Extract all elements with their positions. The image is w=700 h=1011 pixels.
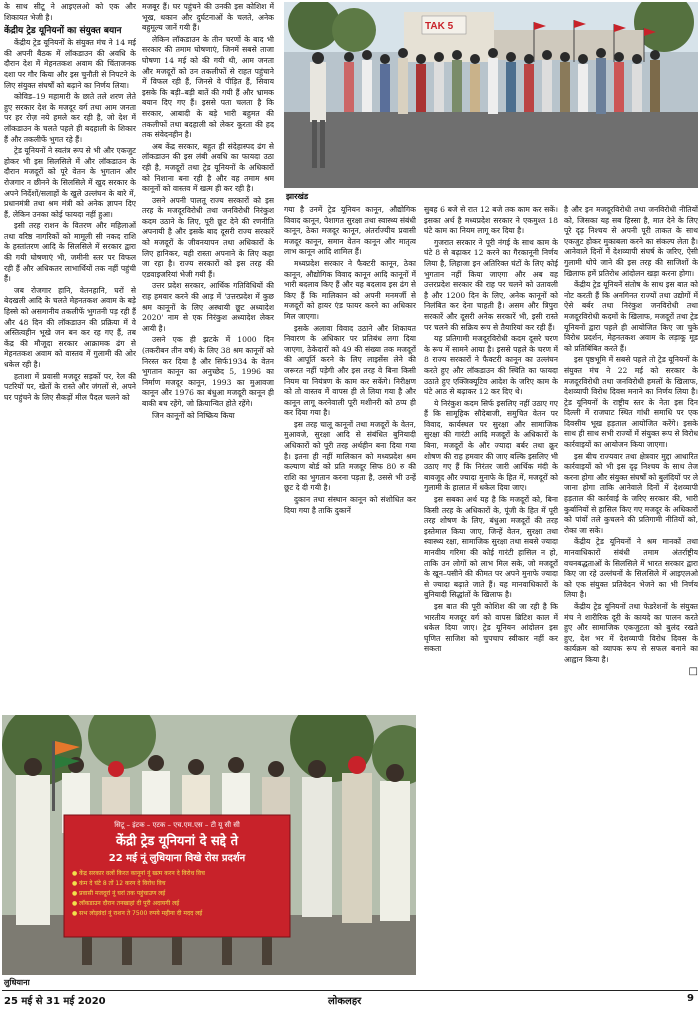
paragraph: यह प्रतिगामी मजदूरविरोधी कदम दूसरे चरण के रूप में सामने आया है। इससे पहले के चरण में 8 राज्य सरकारों ने फैक्टरी कानून का उल्लंघन करते हुए और लॉकडाउन की स्थिति का फायदा उठाते हुए एक्जिक्यूटिव आदेश के जरिए काम के घंटे आठ से बढ़ाकर 12 कर दिए थे।: [424, 334, 558, 397]
paragraph: ट्रेड यूनियनों ने स्वतंत्र रूप से भी और एकजुट होकर भी इस सिलसिले में और लॉकडाउन के दौरान मजदूरों को पूरे वेतन के भुगतान और रोजगार न छीनने के सिलसिले में खुद सरकार के अपने निर्देशों/सलाहों के खुले उल्लंघन के बारे में, प्रधानमंत्री तथा श्रम मंत्री को अनेक ज्ञापन दिए हैं, लेकिन उनका कोई फायदा नहीं हुआ।: [4, 146, 136, 219]
paragraph: जिन कानूनों को निष्क्रिय किया: [152, 410, 235, 420]
paragraph: केंद्रीय ट्रेड यूनियनों तथा फेडरेशनों के संयुक्त मंच ने शारीरिक दूरी के कायदे का पालन करते हुए और सामाजिक एकजुटता को बुलंद रखते हुए, देश भर में देशव्यापी विरोध दिवस के कार्यक्रम को व्यापक रूप से सफल बनाने का आह्वान किया है।: [564, 601, 698, 664]
paragraph: इस पृष्ठभूमि में सबसे पहले तो ट्रेड यूनियनों के संयुक्त मंच ने 22 मई को सरकार के मजदूरविरोधी तथा जनविरोधी हमलों के खिलाफ, देशव्यापी विरोध दिवस मनाने का निर्णय लिया है। ट्रेड यूनियनों के राष्ट्रीय स्तर के नेता इस दिन दिल्ली में राजघाट स्थित गांधी समाधि पर एक दिवसीय भूख हड़ताल आयोजित करेंगे। इसके साथ ही साथ सभी राज्यों में संयुक्त रूप से विरोध कार्रवाइयों का आयोजन किया जाएगा।: [564, 355, 698, 450]
paragraph: मध्यप्रदेश सरकार ने फैक्टरी कानून, ठेका कानून, औद्योगिक विवाद कानून आदि कानूनों में भारी बदलाव किए हैं और यह बदलाव इस ढंग से किए हैं कि मालिकान को अपनी मनमर्जी से मजदूरों को हायर एंड फायर करने का अधिकार मिल जाएगा।: [284, 258, 416, 321]
paragraph: उसने एक ही झटके में 1000 दिन (तकरीबन तीन वर्ष) के लिए 38 श्रम कानूनों को निरस्त कर दिया है और सिर्फ1934 के वेतन भुगतान कानून का अनुच्छेद 5, 1996 का निर्माण मजदूर कानून, 1993 का मुआवजा कानून और 1976 का बंधुआ मजदूरी कानून ही बाकी बच रहेंगे, जो क्रियान्वित होते रहेंगे।: [142, 335, 274, 408]
banner-subheadline: 22 मई नूं लुधियाना विखे रोस प्रदर्शन: [108, 853, 246, 864]
column-1-lead: के साथ सीटू ने आइएलओ को एक और शिकायत भेजी है।: [4, 2, 136, 22]
end-mark: □: [688, 665, 698, 677]
paragraph: गुजरात सरकार ने पूरी नंगई के साथ काम के घंटे 8 से बढ़ाकर 12 करने का गैरकानूनी निर्णय लिया है, लिहाजा इन अतिरिक्त घंटों के लिए कोई भुगतान नहीं किया जाएगा और अब वह उत्तरप्रदेश सरकार की राह पर चलने को उतावली है और 1200 दिन के लिए, अनेक कानूनों को निलंबित कर देना चाहती है। असम और त्रिपुरा सरकारें और दूसरी अनेक सरकारें भी, इसी रास्ते पर चलने की सक्रिय रूप से तैयारियां कर रही हैं।: [424, 237, 558, 332]
shop-sign-text: TAK 5: [425, 21, 454, 32]
photo-caption-ludhiana: लुधियाना: [4, 978, 30, 987]
paragraph: इस सबका अर्थ यह है कि मजदूरों को, बिना किसी तरह के अधिकारों के, पूंजी के हित में पूरी तरह शोषण के लिए, बंधुआ मजदूरों की तरह इस्तेमाल किया जाए, जिन्हें वेतन, सुरक्षा तथा स्वास्थ्य रक्षा, सामाजिक सुरक्षा तथा सबसे ज्यादा मानवीय गरिमा की कोई गारंटी हासिल न हो, ताकि उन लोगों को लाभ मिल सके, जो मजदूरों के खून–पसीने की कीमत पर अपने मुनाफे ज्यादा से ज्यादा बढ़ाते जाते हैं। यह मानवाधिकारों के बुनियादी सिद्धांतों के खिलाफ है।: [424, 495, 558, 600]
paragraph: जब रोजगार हानि, वेतनहानि, घरों से बेदखली आदि के चलते मेहनतकश अवाम के बड़े हिस्से को असमानीय तकलीफें भुगतनी पड़ रही हैं और 48 दिन की लॉकडाउन की प्रक्रिया में वे अस्तित्वहीन भूखे जन बन कर रह गए हैं, तब केंद्र की मौजूदा सरकार आक्रामक ढंग से मेहनतकश अवाम को वास्तव में गुलामी की ओर धकेल रही है।: [4, 285, 136, 369]
banner-point: ● प्रवासी मजदूरां नूं घरां तक पहुंचाउण लई: [72, 890, 166, 897]
paragraph: इस बीच राज्यवार तथा क्षेत्रवार मुद्दा आधारित कार्रवाइयों को भी इस दृढ़ निश्चय के साथ तेज करना होगा और संयुक्त संघर्षों को बुलंदियों पर ले जाना होगा ताकि आनेवाले दिनों में देशव्यापी हड़ताल की कार्रवाई के जरिए सरकार की, भारी कुर्बानियों से हासिल किए गए मजदूर के अधिकारों को पांवों तले कुचलने की प्रतिगामी नीतियों को, रोका जा सके।: [564, 451, 698, 535]
publication-name: लोकलहर: [328, 996, 362, 1007]
column-3: [284, 205, 416, 712]
paragraph: है और इन मजदूरविरोधी तथा जनविरोधी नीतियों को, जिसका यह सब हिस्सा है, मात देने के लिए पूरे दृढ़ निश्चय से अपनी पूरी ताकत के साथ एकजुट होकर मुकाबला करने का संकल्प लेता है। आनेवाले दिनों में देशव्यापी संघर्ष के जरिए, ऐसी गुलामी थोपे जाने की इस तरह की साजिशों के खिलाफ हमें प्रतिरोध आंदोलन खड़ा करना होगा।: [564, 205, 698, 278]
banner-point: ● लॉकडाउन दौरान तनखाहां दी पूरी अदायगी लई: [72, 900, 180, 907]
banner-point: ● सभ लोड़वंदां नूं राशन ते 7500 रुपये महीना दी मदद लई: [72, 910, 203, 917]
banner-point: ● कंम दे घंटे 8 तों 12 करन दे विरोध विच: [72, 880, 166, 887]
footer-rule: [2, 990, 698, 991]
paragraph: इस तरह चालू कानूनों तथा मजदूरों के वेतन, मुआवजे, सुरक्षा आदि से संबंधित बुनियादी अधिकारों को पूरी तरह अर्थहीन बना दिया गया है। इतना ही नहीं मालिकान को मध्यप्रदेश श्रम कल्याण बोर्ड को प्रति मजदूर सिफ 80 रु की राशि का भुगतान करना पड़ता है, उससे भी उन्हें छूट दे दी गयी है।: [284, 419, 416, 493]
paragraph: इसी तरह राशन के वितरण और महिलाओं तथा वरिष्ठ नागरिकों को मामूली सी नकद राशि के हस्तांतरण आदि के सिलसिले में सरकार द्वारा की गयी घोषणाएं भी, जमीनी स्तर पर विफल रही हैं और अधिकतर लाभार्थियों तक नहीं पहुंची हैं।: [4, 221, 136, 284]
banner-headline: केंद्री ट्रेड यूनियनां दे सद्दे ते: [115, 834, 239, 849]
paragraph: मजबूर हैं। घर पहुंचने की उनकी इस कोशिश में भूख, थकान और दुर्घटनाओं के चलते, अनेक बहुमूल्य जानें गयी हैं।: [142, 2, 274, 33]
paragraph: दुकान तथा संस्थान कानून को संशोधित कर दिया गया है ताकि दुकानें: [284, 495, 416, 515]
paragraph: हताशा में प्रवासी मजदूर सड़कों पर, रेल की पटरियों पर, खेतों के रास्ते और जंगलों से, अपने घर पहुंचने के लिए सैकड़ों मील पैदल चलने को: [4, 371, 136, 402]
page-number: 9: [687, 993, 694, 1004]
column-5: [564, 205, 698, 987]
article-heading: केंद्रीय ट्रेड यूनियनों का संयुक्त बयान: [4, 26, 122, 37]
banner-point: ● केंद्र सरकार वलों किरत कानूनां नूं खत्म करन दे विरोध विच: [72, 870, 205, 877]
paragraph: केंद्रीय ट्रेड यूनियनों ने श्रम मानकों तथा मानवाधिकारों संबंधी तमाम अंतर्राष्ट्रीय वचनबद्धताओं के सिलसिले में भारत सरकार द्वारा किए जा रहे उल्लंघनों के सिलसिले में आइएलओ को एक संयुक्त प्रतिवेदन भेजने का भी निर्णय लिया है।: [564, 537, 698, 600]
issue-date: 25 मई से 31 मई 2020: [4, 996, 106, 1007]
paragraph: केंद्रीय ट्रेड यूनियनों के संयुक्त मंच ने 14 मई की अपनी बैठक में लॉकडाउन की अवधि के दौरान देश में मेहनतकश अवाम की चिंताजनक दशा पर गौर किया और इस चुनौती से निपटने के लिए संयुक्त संघर्षों को बढ़ाने का निर्णय लिया।: [4, 38, 136, 90]
paragraph: सुबह 6 बजे से रात 12 बजे तक काम कर सकें। इसका अर्थ है मध्यप्रदेश सरकार ने एकमुश्त 18 घंटे काम का नियम लागू कर दिया है।: [424, 205, 558, 236]
banner-unions-line: सिटू – इंटक – एटक – एच.एम.एस – टी यू सी सी: [114, 821, 240, 829]
paragraph: उत्तर प्रदेश सरकार, आर्थिक गतिविधियों की राह हमवार करने की आड़ में 'उत्तरप्रदेश में कुछ श्रम कानूनों के लिए अस्थायी छूट अध्यादेश 2020' नाम से एक निरंकुश अध्यादेश लेकर आयी है।: [142, 281, 274, 333]
column-4: [424, 205, 558, 987]
paragraph: अब केंद्र सरकार, बहुत ही संदेहास्पद ढंग से लॉकडाउन की इस लंबी अवधि का फायदा उठा रही है, मजदूरों तथा ट्रेड यूनियनों के अधिकारों को निशाना बना रही है और वह तमाम श्रम कानूनों को वास्तव में खत्म ही कर रही है।: [142, 141, 274, 194]
paragraph: इस बात की पूरी कोशिश की जा रही है कि भारतीय मजदूर वर्ग को वापस ब्रिटिश काल में धकेल दिया जाए। ट्रेड यूनियन आंदोलन इस घृणित साजिश को चुपचाप स्वीकार नहीं कर सकता: [424, 601, 558, 654]
column-1: [4, 2, 136, 712]
photo-caption-jharkhand: झारखंड: [286, 192, 309, 201]
protest-photo-illustration: [2, 715, 416, 975]
column-2: [142, 2, 274, 712]
protest-photo-illustration: [284, 2, 698, 188]
paragraph: गया है उनमें ट्रेड यूनियन कानून, औद्योगिक विवाद कानून, पेशागत सुरक्षा तथा स्वास्थ्य संबंधी कानून, ठेका मजदूर कानून, अंतर्राज्यीय प्रवासी मजदूर कानून, समान वेतन कानून और मातृत्व लाभ कानून आदि शामिल हैं।: [284, 205, 416, 257]
paragraph: लेकिन लॉकडाउन के तीन चरणों के बाद भी सरकार की तमाम घोषणाएं, जिनमें सबसे ताजा घोषणा 14 मई को की गयी थी, आम जनता और मजदूरों को उन तकलीफों से राहत पहुंचाने में विफल रही हैं, जिनसे वे पीड़ित हैं, सिवाय इसके कि बड़ी–बड़ी बातें की गयी हैं और भ्रामक बयान दिए गए हैं। इससे पता चलता है कि सरकार, आबादी के बड़े भारी बहुमत की तकलीफों तथा बदहाली को लेकर कूरता की हद तक संवेदनहीन है।: [142, 34, 274, 140]
paragraph: केंद्रीय ट्रेड यूनियनें संतोष के साथ इस बात को नोट करती हैं कि अनगिनत राज्यों तथा उद्योगों में ऐसे बर्बर तथा निरंकुश जनविरोधी तथा मजदूरविरोधी कदमों के खिलाफ, मजदूरों तथा ट्रेड यूनियनों द्वारा पहले ही आयोजित किए जा चुके विरोध प्रदर्शन, मेहनतकश अवाम के लड़ाकू मूड को प्रतिबिंबित करते हैं।: [564, 280, 698, 353]
photo-ludhiana-protest: [2, 715, 416, 975]
paragraph: इसके अलावा विवाद उठाने और शिकायत निवारण के अधिकार पर प्रतिबंध लगा दिया जाएगा, ठेकेदारों को 49 की संख्या तक मजदूरों की आपूर्ति करने के लिए लाइसेंस लेने की जरूरत नहीं पड़ेगी और इस तरह वे बिना किसी नियम या नियंत्रण के काम कर सकेंगे। निरीक्षण को तो वास्तव में वापस ही ले लिया गया है और कानून लागू करनेवाली पूरी मशीनरी को ठप्प ही कर दिया गया है।: [284, 323, 416, 418]
paragraph: ये निरंकुश कदम सिर्फ इसलिए नहीं उठाए गए हैं कि सामूहिक सौदेबाजी, समुचित वेतन पर विवाद, कार्यस्थल पर सुरक्षा और सामाजिक सुरक्षा की गारंटी आदि मजदूरों के अधिकारों के बिना, मजदूरों के और ज्यादा बर्बर तथा क्रूर शोषण की राह हमवार की जाए बल्कि इसलिए भी उठाए गए हैं कि निरंतर जारी आर्थिक मंदी के बावजूद और ज्यादा मुनाफे के हित में, मजदूरों को गुलामी के हालात में धकेल दिया जाए।: [424, 398, 558, 493]
photo-jharkhand-protest: [284, 2, 698, 188]
paragraph: उसने अपनी पालतू राज्य सरकारों को इस तरह के मजदूरविरोधी तथा जनविरोधी निरंकुश कदम उठाने के लिए, पूरी छूट देने की रणनीति अपनायी है और इसके बाद दूसरी राज्य सरकारें को मजदूरों के जीवनयापन तथा अधिकारों के लिए हानिकर, यही रास्ता अपनाने के लिए कहा जा रहा है। राज्य सरकारों को इस तरह की एडवाइजरियां भेजी गयी हैं।: [142, 195, 274, 279]
paragraph: कोविड–19 महामारी के छाते तले शरण लेते हुए सरकार देश के मजदूर वर्ग तथा आम जनता पर हर रोज़ नये हमले कर रही है, जो देश में लॉकडाउन के चलते पहले ही बदहाली के शिकार हैं और तकलीफें भुगत रहे हैं।: [4, 92, 136, 144]
